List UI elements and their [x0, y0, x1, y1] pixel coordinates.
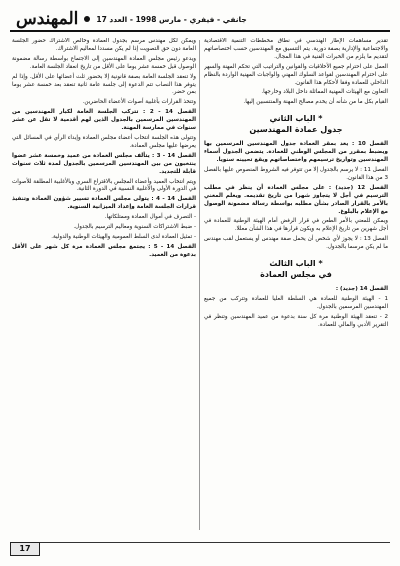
asterisk-icon: * — [315, 259, 323, 269]
column-divider — [199, 40, 200, 530]
page-header — [10, 8, 390, 32]
right-paragraph: الفصل 10 : يعد بمقر العمادة جدول المهندسين المرسمين بها ويضبط بمقرر من المجلس الوطني للعمادة. يتضمن الجدول أسماء المهندسين وتواريخ ترسيمهم واختصاصاتهم ويقع تحيينه سنويا. — [204, 141, 388, 164]
left-paragraph: ويمكن لكل مهندس مرسم بجدول العمادة وخالص الاشتراك حضور الجلسة العامة دون حق التصويت إذا لم يكن مسددا لمعاليم الاشتراك. — [12, 38, 196, 52]
chapter-title: في مجلس العمادة — [260, 270, 332, 280]
left-paragraph: الفصل 14 - 3 : يتألف مجلس العمادة من عميد وخمسة عشر عضوا ينتخبون من بين المهندسين المرسمين بالجدول لمدة ثلاث سنوات قابلة للتجديد. — [12, 152, 196, 175]
right-paragraph: الفصل 14 (جديد) : — [335, 286, 388, 293]
left-paragraph: ولا تنعقد الجلسة العامة بصفة قانونية إلا بحضور ثلث أعضائها على الأقل. وإذا لم يتوفر هذا النصاب تتم الدعوة إلى جلسة عامة ثانية تنعقد بعد خمسة عشر يوما بمن حضر. — [12, 73, 196, 96]
left-paragraph: ويدعو رئيس مجلس العمادة المهندسين إلى الاجتماع بواسطة رسالة مضمونة الوصول قبل خمسة عشر يوما على الأقل من تاريخ انعقاد الجلسة العامة. — [12, 55, 196, 70]
right-paragraph: ويمكن للمعني بالأمر الطعن في قرار الرفض أمام الهيئة الوطنية للعمادة في أجل شهرين من تاريخ الإعلام به ويكون قرارها في هذا الشأن معللا. — [204, 218, 388, 233]
page-number: 17 — [10, 542, 40, 556]
left-paragraph: الفصل 14 - 5 : يجتمع مجلس العمادة مرة كل شهر على الأقل بدعوة من العميد. — [12, 243, 196, 258]
left-paragraph: - التصرف في أموال العمادة وممتلكاتها. — [104, 214, 196, 221]
issue-info: جانفي - فيفري - مارس 1998 - العدد 17 — [96, 14, 247, 24]
right-paragraph: الفصل 12 (جديد) : على مجلس العمادة أن ينظر في مطلب الترسيم في أجل لا يتجاوز شهرا من تاريخ تقديمه. ويعلم المعني بالأمر بالقرار الصادر بشأن مطلبه بواسطة رسالة مضمونة الوصول مع الإعلام بالبلوغ. — [204, 184, 388, 215]
left-paragraph: الفصل 14 - 2 : تتركب الجلسة العامة لكبار المهندسين من المهندسين المرسمين بالجدول الذين لهم أقدمية لا تقل عن عشر سنوات في ممارسة المهنة. — [12, 109, 196, 132]
right-paragraph: 1 - الهيئة الوطنية للعمادة هي السلطة العليا للعمادة وتتركب من جميع المهندسين المرسمين بالجدول. — [204, 295, 388, 310]
left-paragraph: - ضبط الاشتراكات السنوية ومعاليم الترسيم بالجدول. — [73, 224, 196, 231]
left-column — [12, 38, 196, 532]
chapter-heading — [204, 113, 388, 135]
page-footer — [10, 542, 390, 556]
right-paragraph: الفصل 11 : لا يرسم بالجدول إلا من تتوفر فيه الشروط المنصوص عليها بالفصل 3 من هذا القانون. — [204, 166, 388, 181]
right-paragraph: العمل على احترام جميع الأخلاقيات والقوانين والتراتيب التي تحكم المهنة والسهر على احترام المهندسين لقواعد السلوك المهني والواجبات المهنية الواردة بالنظام الداخلي للعمادة وفقا لأحكام هذا القانون. — [204, 63, 388, 86]
left-paragraph: ويتم انتخاب العميد وأعضاء المجلس بالاقتراع السري وبالأغلبية المطلقة للأصوات في الدورة الأولى والأغلبية النسبية في الدورة الثانية. — [12, 178, 196, 193]
article-columns — [12, 38, 388, 532]
left-paragraph: وتتخذ القرارات بأغلبية أصوات الأعضاء الحاضرين. — [82, 99, 196, 106]
right-paragraph: تقدير مساهمات الإطار الهندسي في نطاق مخططات التنمية الاقتصادية والاجتماعية والإدارية بصفة دورية. يتم التنسيق مع المهندسين حسب اختصاصاتهم لتقديم ما يلزم من الخبرات الفنية في هذا المجال. — [204, 38, 388, 60]
chapter-title: جدول عمادة المهندسين — [249, 125, 343, 135]
right-paragraph: القيام بكل ما من شأنه أن يخدم مصالح المهنة والمنتسبين إليها. — [243, 99, 388, 106]
left-paragraph: وتتولى هذه الجلسة انتخاب أعضاء مجلس العمادة وإبداء الرأي في المسائل التي يعرضها عليها مجلس العمادة. — [12, 134, 196, 149]
left-paragraph: الفصل 14 - 4 : يتولى مجلس العمادة تسيير شؤون العمادة وتنفيذ قرارات الجلسة العامة وإعداد الميزانية السنوية. — [12, 196, 196, 211]
right-paragraph: التعاون مع الهيئات المهنية المماثلة داخل البلاد وخارجها. — [261, 89, 388, 96]
magazine-title: المهندس — [16, 9, 79, 29]
asterisk-icon: * — [315, 114, 323, 124]
right-paragraph: 2 - تنعقد الهيئة الوطنية مرة كل سنة بدعوة من عميد المهندسين وتنظر في التقرير الأدبي والمالي للعمادة. — [204, 313, 388, 328]
header-rule — [247, 19, 390, 20]
bullet-icon — [84, 16, 90, 22]
right-column — [204, 38, 388, 532]
left-paragraph: - تمثيل العمادة لدى السلط العمومية والهيئات الوطنية والدولية. — [51, 233, 196, 240]
chapter-heading — [204, 258, 388, 280]
chapter-label: الباب الثاني — [269, 114, 316, 124]
chapter-label: الباب الثالث — [269, 259, 316, 269]
right-paragraph: الفصل 13 : لا يجوز لأي شخص أن يحمل صفة مهندس أو يستعمل لقب مهندس ما لم يكن مرسما بالجدول. — [204, 236, 388, 251]
